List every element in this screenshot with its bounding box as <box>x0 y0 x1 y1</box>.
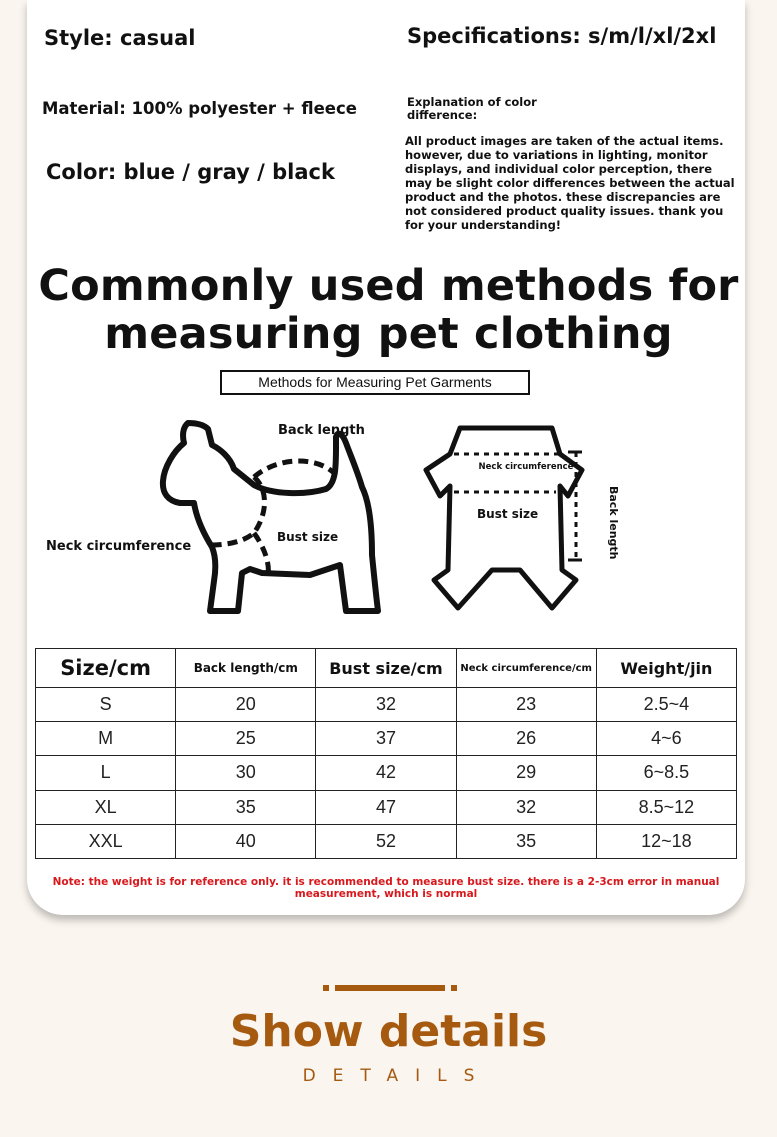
show-details-title: Show details <box>229 1006 548 1057</box>
headline-line-2: measuring pet clothing <box>104 309 673 359</box>
header-bust-size: Bust size/cm <box>316 649 456 688</box>
table-cell: 40 <box>176 824 316 858</box>
back-length-dashed-line <box>254 461 336 477</box>
dog-bust-label: Bust size <box>277 530 339 544</box>
color-difference-title: Explanation of color difference: <box>407 95 537 122</box>
table-cell: 20 <box>176 688 316 722</box>
table-cell: M <box>36 722 176 756</box>
table-cell: 35 <box>176 790 316 824</box>
table-header-row <box>36 649 737 688</box>
garment-neck-label: Neck circumference <box>478 462 574 472</box>
size-table <box>35 648 737 859</box>
table-row <box>36 824 737 858</box>
header-weight: Weight/jin <box>596 649 736 688</box>
garment-back-label: Back length <box>607 486 620 560</box>
table-cell: L <box>36 756 176 790</box>
page-headline <box>0 262 777 358</box>
table-cell: 30 <box>176 756 316 790</box>
table-row <box>36 722 737 756</box>
table-cell: 35 <box>456 824 596 858</box>
weight-note: Note: the weight is for reference only. it is recommended to measure bust size. there is a 2-3cm error in manual measurement, which is normal <box>52 876 720 900</box>
table-cell: 6~8.5 <box>596 756 736 790</box>
table-cell: 12~18 <box>596 824 736 858</box>
measuring-methods-subtitle: Methods for Measuring Pet Garments <box>220 370 530 395</box>
style-spec: Style: casual <box>44 26 196 50</box>
table-row <box>36 790 737 824</box>
table-cell: 42 <box>316 756 456 790</box>
dog-silhouette <box>163 423 378 611</box>
table-cell: 32 <box>456 790 596 824</box>
table-cell: XXL <box>36 824 176 858</box>
table-cell: 52 <box>316 824 456 858</box>
table-cell: 29 <box>456 756 596 790</box>
table-cell: 4~6 <box>596 722 736 756</box>
material-spec: Material: 100% polyester + fleece <box>42 99 357 118</box>
table-cell: 37 <box>316 722 456 756</box>
dog-measurement-diagram <box>150 415 390 620</box>
header-back-length: Back length/cm <box>176 649 316 688</box>
dog-neck-label: Neck circumference <box>46 539 192 554</box>
section-divider-bar <box>323 985 457 991</box>
table-row <box>36 688 737 722</box>
color-difference-text: All product images are taken of the actual items. however, due to variations in lighting, monitor displays, and individual color perception, there may be slight color differences between the actual product and the photos. these discrepancies are not considered product quality issues. thank you for your understanding! <box>405 134 735 232</box>
table-cell: 23 <box>456 688 596 722</box>
table-cell: 8.5~12 <box>596 790 736 824</box>
table-row <box>36 756 737 790</box>
color-spec: Color: blue / gray / black <box>46 160 335 184</box>
table-cell: XL <box>36 790 176 824</box>
garment-bust-label: Bust size <box>477 507 539 521</box>
table-cell: 2.5~4 <box>596 688 736 722</box>
dog-back-length-label: Back length <box>278 423 365 438</box>
details-subtitle: DETAILS <box>302 1066 492 1086</box>
specifications-spec: Specifications: s/m/l/xl/2xl <box>407 24 717 48</box>
table-cell: S <box>36 688 176 722</box>
table-cell: 25 <box>176 722 316 756</box>
table-cell: 32 <box>316 688 456 722</box>
header-size: Size/cm <box>36 649 176 688</box>
header-neck-circumference: Neck circumference/cm <box>456 649 596 688</box>
table-cell: 47 <box>316 790 456 824</box>
table-cell: 26 <box>456 722 596 756</box>
headline-line-1: Commonly used methods for <box>38 261 739 311</box>
